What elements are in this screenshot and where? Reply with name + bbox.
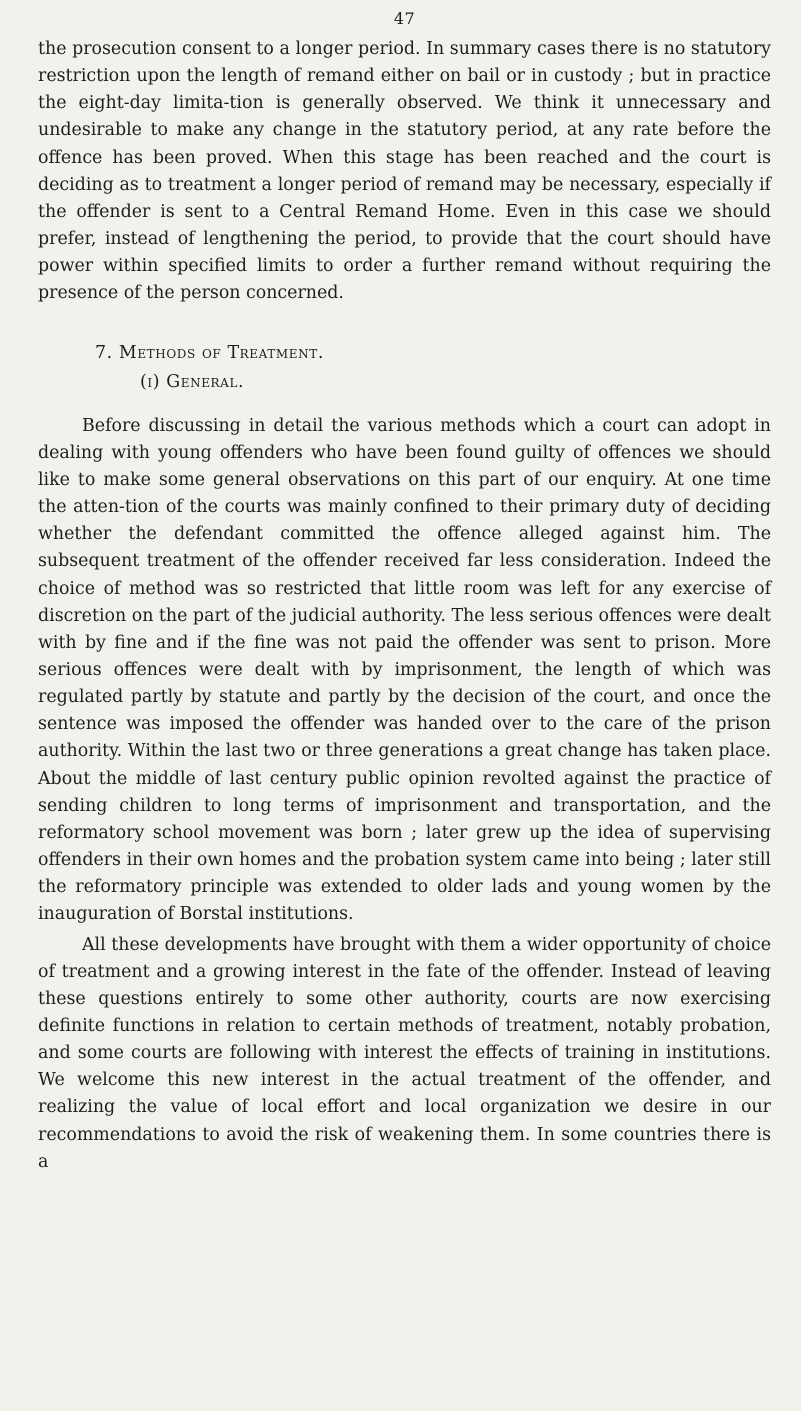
paragraph-developments: All these developments have brought with them a wider opportunity of choice of treatment and a growing interest in the fate of the offender. Instead of leaving these questions entirely to some other authority, courts are now exercising definite functions in relation to certain methods of treatment, notably probation, and some courts are following with interest the effects of training in institutions. We welcome this new interest in the actual treatment of the offender, and realizing the value of local effort and local organization we desire in our recommendations to avoid the risk of weakening them. In some countries there is a [38,934,771,1172]
sub-heading-general: (i) General. [140,371,245,392]
paragraph-general-observations: Before discussing in detail the various methods which a court can adopt in dealing with young offenders who have been found guilty of offences we should like to make some general observations on this part of our enquiry. At one time the atten-tion of the courts was mainly confined to their primary duty of deciding whether the defendant committed the offence alleged against him. The subsequent treatment of the offender received far less consideration. Indeed the choice of method was so restricted that little room was left for any exercise of discretion on the part of the judicial authority. The less serious offences were dealt with by fine and if the fine was not paid the offender was sent to prison. More serious offences were dealt with by imprisonment, the length of which was regulated partly by statute and partly by the decision of the court, and once the sentence was imposed the offender was handed over to the care of the prison authority. Within the last two or three generations a great change has taken place. About the middle of last century public opinion revolted against the practice of sending children to long terms of imprisonment and transportation, and the reformatory school movement was born ; later grew up the idea of supervising offenders in their own homes and the probation system came into being ; later still the reformatory principle was extended to older lads and young women by the inauguration of Borstal institutions. [38,415,771,925]
section-heading-methods-of-treatment: 7. Methods of Treatment. [95,342,324,363]
page-number: 47 [393,9,416,28]
paragraph-remand-period: the prosecution consent to a longer period. In summary cases there is no statutory restriction upon the length of remand either on bail or in custody ; but in practice the eight-day limita-tion is generally observed. We think it unnecessary and undesirable to make any change in the statutory period, at any rate before the offence has been proved. When this stage has been reached and the court is deciding as to treatment a longer period of remand may be necessary, especially if the offender is sent to a Central Remand Home. Even in this case we should prefer, instead of lengthening the period, to provide that the court should have power within specified limits to order a further remand without requiring the presence of the person concerned. [38,39,771,304]
